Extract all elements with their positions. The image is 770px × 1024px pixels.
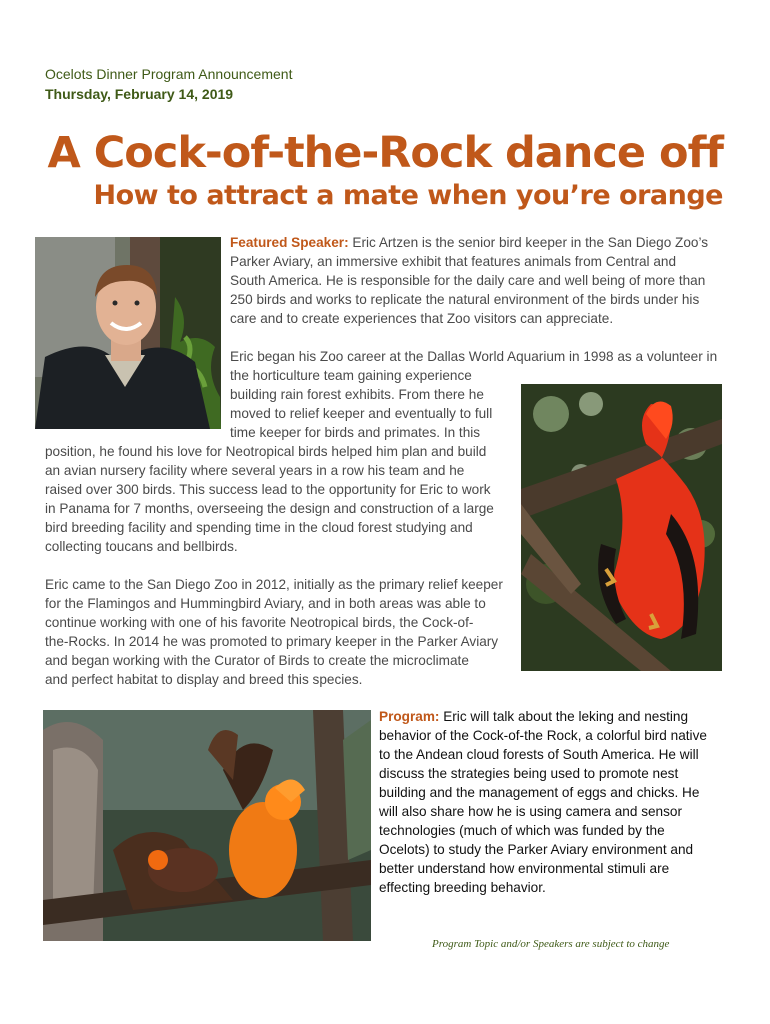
bio-line: position, he found his love for Neotropical birds helped him plan and build bbox=[45, 444, 487, 459]
bird-photo-perched bbox=[521, 384, 722, 671]
bio-line: bird breeding facility and spending time in the cloud forest studying and bbox=[45, 520, 473, 535]
program-line: technologies (much of which was funded by the bbox=[379, 823, 665, 838]
bio-line: time keeper for birds and primates. In this bbox=[230, 425, 481, 440]
bio-line: building rain forest exhibits. From there he bbox=[230, 387, 484, 402]
bio-line: care and to create experiences that Zoo visitors can appreciate. bbox=[230, 311, 614, 326]
bio-line: South America. He is responsible for the daily care and well being of more than bbox=[230, 273, 706, 288]
program-description bbox=[379, 707, 707, 897]
bio-line: Eric began his Zoo career at the Dallas World Aquarium in 1998 as a volunteer in bbox=[230, 349, 718, 364]
program-line: Eric will talk about the leking and nesting bbox=[439, 709, 689, 724]
bio-line: raised over 300 birds. This success lead to the opportunity for Eric to work bbox=[45, 482, 491, 497]
page-subtitle: How to attract a mate when you’re orange bbox=[93, 180, 723, 211]
bio-line: for the Flamingos and Hummingbird Aviary, and in both areas was able to bbox=[45, 596, 486, 611]
bio-line: 250 birds and works to replicate the natural environment of the birds under his bbox=[230, 292, 700, 307]
bio-line: Eric came to the San Diego Zoo in 2012, initially as the primary relief keeper bbox=[45, 577, 503, 592]
bio-line: moved to relief keeper and eventually to full bbox=[230, 406, 493, 421]
bio-line: the horticulture team gaining experience bbox=[230, 368, 472, 383]
program-line: better understand how environmental stimuli are bbox=[379, 861, 670, 876]
speaker-photo bbox=[35, 237, 221, 429]
page-title: A Cock-of-the-Rock dance off bbox=[47, 128, 723, 178]
program-line: to the Andean cloud forests of South America. He will bbox=[379, 747, 699, 762]
bio-line: collecting toucans and bellbirds. bbox=[45, 539, 238, 554]
disclaimer-note: Program Topic and/or Speakers are subject to change bbox=[432, 938, 670, 950]
speaker-bio-2-cont bbox=[45, 442, 494, 556]
bio-line: an avian nursery facility where several years in a row his team and he bbox=[45, 463, 465, 478]
bio-line: in Panama for 7 months, overseeing the design and construction of a large bbox=[45, 501, 494, 516]
program-line: building and the management of eggs and chicks. He bbox=[379, 785, 700, 800]
bio-line: and perfect habitat to display and breed this species. bbox=[45, 672, 363, 687]
speaker-bio-1 bbox=[230, 233, 708, 328]
program-line: discuss the strategies being used to promote nest bbox=[379, 766, 679, 781]
bio-line: Parker Aviary, an immersive exhibit that features animals from Central and bbox=[230, 254, 677, 269]
featured-speaker-label: Featured Speaker: bbox=[230, 235, 349, 250]
program-line: effecting breeding behavior. bbox=[379, 880, 546, 895]
bio-line: Eric Artzen is the senior bird keeper in the San Diego Zoo’s bbox=[348, 235, 709, 250]
program-line: will also share how he is using camera and sensor bbox=[379, 804, 682, 819]
event-date: Thursday, February 14, 2019 bbox=[45, 86, 234, 102]
program-line: Ocelots) to study the Parker Aviary environment and bbox=[379, 842, 694, 857]
bio-line: and began working with the Curator of Birds to create the microclimate bbox=[45, 653, 469, 668]
announcement-title: Ocelots Dinner Program Announcement bbox=[45, 66, 293, 82]
bird-photo-display bbox=[43, 710, 371, 941]
bio-line: the-Rocks. In 2014 he was promoted to primary keeper in the Parker Aviary bbox=[45, 634, 499, 649]
program-label: Program: bbox=[379, 709, 440, 724]
bio-line: continue working with one of his favorite Neotropical birds, the Cock-of- bbox=[45, 615, 474, 630]
program-line: behavior of the Cock-of-the Rock, a colorful bird native bbox=[379, 728, 707, 743]
speaker-bio-3 bbox=[45, 575, 503, 689]
